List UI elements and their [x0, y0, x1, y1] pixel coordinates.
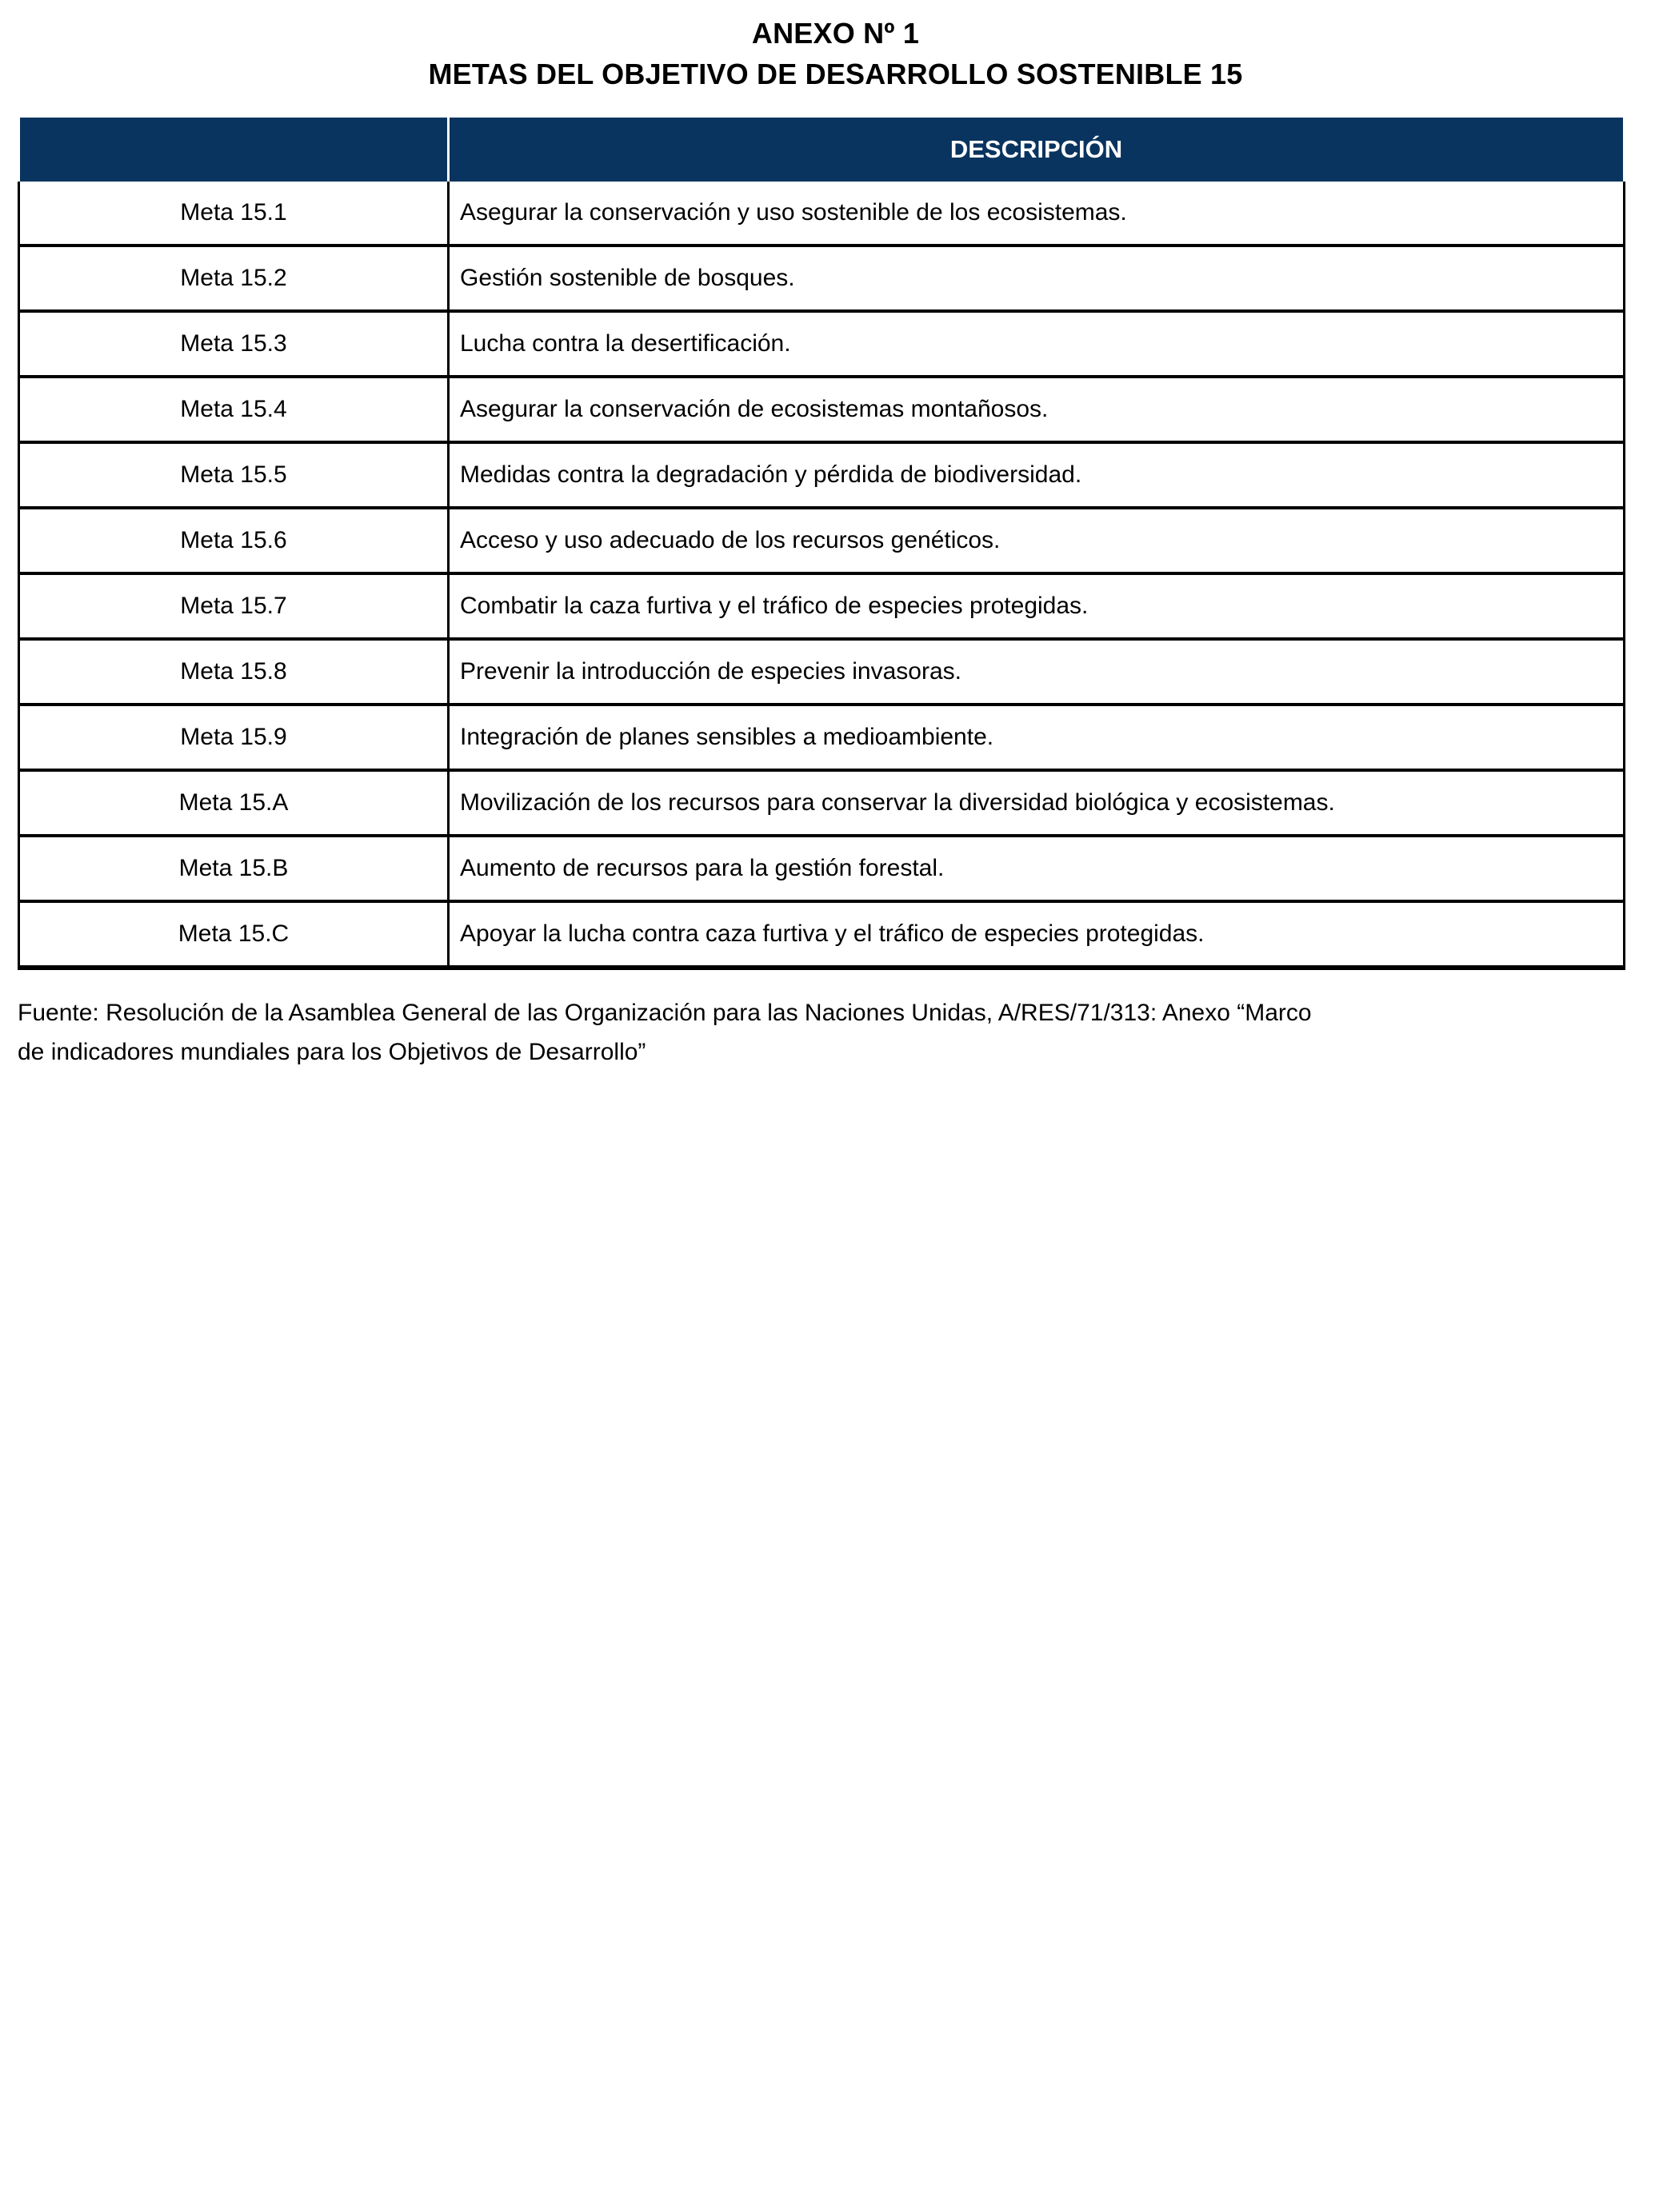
table-row	[19, 377, 1625, 442]
table-row	[19, 508, 1625, 573]
description-cell: Gestión sostenible de bosques.	[449, 246, 1625, 311]
meta-cell: Meta 15.3	[19, 311, 449, 377]
table-body	[19, 182, 1625, 968]
table-row	[19, 836, 1625, 901]
table-row	[19, 770, 1625, 836]
document-title	[18, 13, 1653, 94]
description-cell: Lucha contra la desertificación.	[449, 311, 1625, 377]
meta-cell: Meta 15.A	[19, 770, 449, 836]
meta-cell: Meta 15.C	[19, 901, 449, 968]
meta-cell: Meta 15.B	[19, 836, 449, 901]
table-row	[19, 573, 1625, 639]
description-cell: Movilización de los recursos para conservar la diversidad biológica y ecosistemas.	[449, 770, 1625, 836]
description-cell: Prevenir la introducción de especies invasoras.	[449, 639, 1625, 705]
table-row	[19, 705, 1625, 770]
table-title: METAS DEL OBJETIVO DE DESARROLLO SOSTENIBLE 15	[428, 58, 1243, 91]
meta-cell: Meta 15.6	[19, 508, 449, 573]
table-row	[19, 311, 1625, 377]
meta-cell: Meta 15.8	[19, 639, 449, 705]
description-cell: Apoyar la lucha contra caza furtiva y el tráfico de especies protegidas.	[449, 901, 1625, 968]
description-cell: Acceso y uso adecuado de los recursos genéticos.	[449, 508, 1625, 573]
description-cell: Aumento de recursos para la gestión forestal.	[449, 836, 1625, 901]
meta-column-header	[19, 117, 449, 182]
source-note-line1: Fuente: Resolución de la Asamblea General de las Organización para las Naciones Unidas, A/RES/71/313: Anexo “Marco	[18, 1000, 1312, 1027]
description-cell: Asegurar la conservación de ecosistemas montañosos.	[449, 377, 1625, 442]
table-row	[19, 901, 1625, 968]
description-cell: Medidas contra la degradación y pérdida de biodiversidad.	[449, 442, 1625, 508]
metas-table	[18, 115, 1625, 970]
table-row	[19, 442, 1625, 508]
source-note	[18, 994, 1653, 1072]
table-header-row	[19, 117, 1625, 182]
table-row	[19, 639, 1625, 705]
description-cell: Combatir la caza furtiva y el tráfico de especies protegidas.	[449, 573, 1625, 639]
description-column-header: DESCRIPCIÓN	[449, 117, 1625, 182]
description-cell: Integración de planes sensibles a medioambiente.	[449, 705, 1625, 770]
meta-cell: Meta 15.1	[19, 182, 449, 246]
annex-title: ANEXO Nº 1	[751, 17, 920, 50]
meta-cell: Meta 15.9	[19, 705, 449, 770]
table-row	[19, 182, 1625, 246]
source-note-line2: de indicadores mundiales para los Objetivos de Desarrollo”	[18, 1038, 646, 1065]
meta-cell: Meta 15.4	[19, 377, 449, 442]
description-cell: Asegurar la conservación y uso sostenible de los ecosistemas.	[449, 182, 1625, 246]
meta-cell: Meta 15.5	[19, 442, 449, 508]
meta-cell: Meta 15.7	[19, 573, 449, 639]
table-row	[19, 246, 1625, 311]
meta-cell: Meta 15.2	[19, 246, 449, 311]
